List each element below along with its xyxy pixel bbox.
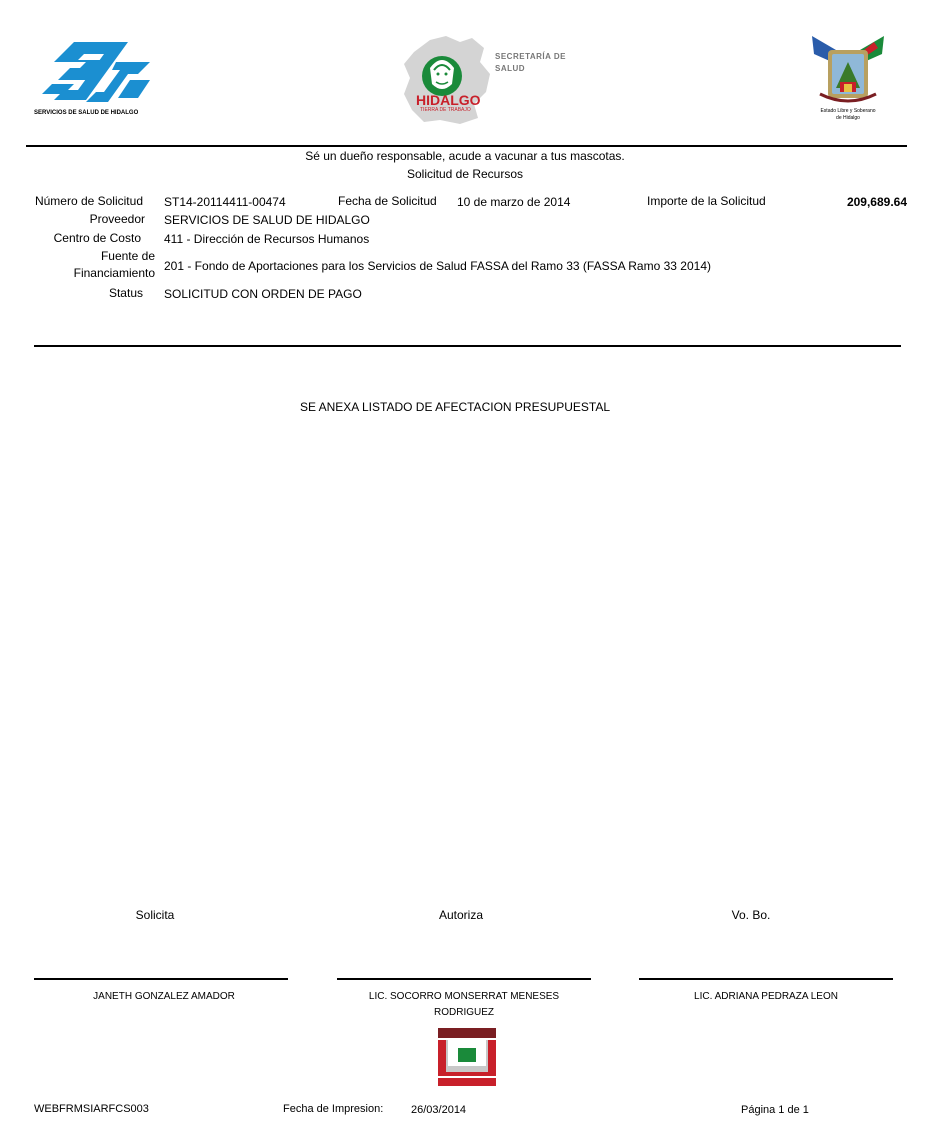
slogan: Sé un dueño responsable, acude a vacunar a tus mascotas. [305, 149, 625, 163]
fecha-solicitud-value: 10 de marzo de 2014 [457, 195, 571, 209]
status-value: SOLICITUD CON ORDEN DE PAGO [164, 287, 362, 301]
page-number: Página 1 de 1 [741, 1104, 809, 1116]
vobo-name: LIC. ADRIANA PEDRAZA LEON [694, 991, 838, 1002]
numero-solicitud-value: ST14-20114411-00474 [164, 195, 286, 209]
fecha-solicitud-label: Fecha de Solicitud [338, 194, 437, 208]
status-label: Status [108, 286, 143, 300]
estado-caption-2: de Hidalgo [836, 115, 860, 121]
ssh-logo-mark [34, 40, 154, 104]
autoriza-signature-line [337, 978, 591, 980]
fuente-label-line-2: Financiamiento [73, 266, 155, 280]
autoriza-label: Autoriza [438, 908, 484, 922]
proveedor-value: SERVICIOS DE SALUD DE HIDALGO [164, 213, 370, 227]
autoriza-name-line-2: RODRIGUEZ [434, 1007, 494, 1018]
fuente-label-line-1: Fuente de [100, 249, 155, 263]
proveedor-label: Proveedor [89, 212, 145, 226]
solicita-name: JANETH GONZALEZ AMADOR [93, 991, 235, 1002]
header-divider [26, 145, 907, 147]
annex-note: SE ANEXA LISTADO DE AFECTACION PRESUPUESTAL [299, 400, 611, 414]
secretaria-line-2: SALUD [495, 64, 526, 73]
fuente-value: 201 - Fondo de Aportaciones para los Servicios de Salud FASSA del Ramo 33 (FASSA Ramo 33 2014) [164, 259, 711, 273]
autoriza-name-line-1: LIC. SOCORRO MONSERRAT MENESES [368, 991, 560, 1002]
ssh-logo [34, 40, 154, 118]
print-date-label: Fecha de Impresion: [283, 1103, 384, 1115]
coat-of-arms-icon [806, 32, 890, 106]
emblem-icon [434, 1026, 500, 1088]
ssh-logo-caption: SERVICIOS DE SALUD DE HIDALGO [34, 110, 139, 116]
document-title: Solicitud de Recursos [406, 167, 524, 181]
fields-divider [34, 345, 901, 347]
vobo-signature-line [639, 978, 893, 980]
solicita-signature-line [34, 978, 288, 980]
estado-coat-of-arms [806, 32, 890, 124]
print-date-value: 26/03/2014 [411, 1104, 467, 1116]
secretaria-salud-logo [400, 34, 568, 126]
secretaria-line-1: SECRETARÍA DE [495, 52, 566, 61]
centro-costo-value: 411 - Dirección de Recursos Humanos [164, 232, 370, 246]
form-code: WEBFRMSIARFCS003 [34, 1103, 149, 1115]
government-emblem [434, 1026, 500, 1088]
estado-caption-1: Estado Libre y Soberano [820, 108, 876, 114]
centro-costo-label: Centro de Costo [53, 231, 141, 245]
hidalgo-tagline: TIERRA DE TRABAJO [420, 107, 471, 113]
hidalgo-wordmark: HIDALGO [416, 92, 481, 108]
solicita-label: Solicita [135, 908, 175, 922]
numero-solicitud-label: Número de Solicitud [34, 194, 143, 208]
importe-solicitud-value: 209,689.64 [846, 195, 907, 209]
importe-solicitud-label: Importe de la Solicitud [647, 194, 766, 208]
vobo-label: Vo. Bo. [731, 908, 771, 922]
